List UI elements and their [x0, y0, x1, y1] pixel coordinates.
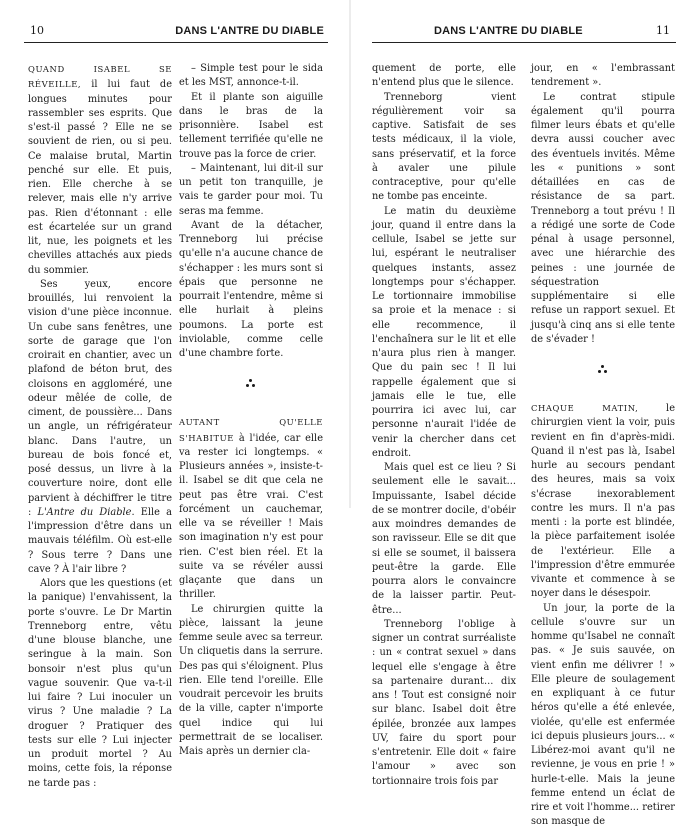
paragraph: CHAQUE MATIN, le chirurgien vient la voir, puis revient en fin d'après-midi. Quand il n'est pas là, Isabel hurle au secours pendant des heures, mais sa voix s'écrase inexorablement contre les murs. Il n'a pas menti : la porte est blindée, la pièce parfaitement isolée de l'extérieur. Elle a l'impression d'être emmurée vivante et commence à se noyer dans le désespoir. [531, 403, 675, 600]
left-column-2 [179, 62, 323, 759]
book-title-italic: L'Antre du Diable [37, 506, 132, 518]
left-page [0, 0, 350, 789]
paragraph: Trenneborg l'oblige à signer un contrat surréaliste : un « contrat sexuel » dans lequel elle s'engage à être sa partenaire durant... dix ans ! Tout est consigné noir sur blanc. Isabel doit être épilée, bronzée aux lampes UV, faire du sport pour s'entretenir. Elle doit « faire l'amour » avec son tortionnaire trois fois par [372, 618, 516, 787]
section-ornament-icon [531, 351, 675, 391]
paragraph: Ses yeux, encore brouillés, lui renvoient la vision d'une pièce inconnue. Un cube sans fenêtres, une sorte de garage que l'on croirait en chantier, avec un plafond de béton brut, des cloisons en aggloméré, une odeur mêlée de colle, de ciment, de poussière... Dans un angle, un réfrigérateur blanc. Dans l'autre, un bureau de bois foncé et, posé dessus, un livre à la couverture noire, dont elle parvient à déchiffrer le titre : L'Antre du Diable. Elle a l'impression d'être dans un mauvais téléfilm. Où est-elle ? Sous terre ? Dans une cave ? À l'air libre ? [28, 278, 172, 575]
paragraph: Avant de la détacher, Trenneborg lui précise qu'elle n'a aucune chance de s'échapper : les murs sont si épais que personne ne pourrait l'entendre, même si elle hurlait à pleins poumons. La porte est inviolable, comme celle d'une chambre forte. [179, 219, 323, 359]
paragraph: QUAND ISABEL SE RÉVEILLE, il lui faut de longues minutes pour rassembler ses esprits. Que s'est-il passé ? Elle ne se souvient de rien, ou si peu. Ce malaise brutal, Martin penché sur elle. Et puis, rien. Elle cherche à se relever, mais elle n'y arrive pas. Rien d'étonnant : elle est écartelée sur un grand lit, nue, les poignets et les chevilles attachés aux pieds du sommier. [28, 64, 172, 276]
section-opening: AUTANT QU'ELLE S'HABITUE [179, 417, 323, 443]
paragraph: quement de porte, elle n'entend plus que le silence. [372, 63, 516, 89]
right-page [350, 0, 700, 828]
paragraph: – Simple test pour le sida et les MST, annonce-t-il. [179, 63, 323, 89]
left-page-header [24, 24, 328, 43]
section-ornament-icon [179, 365, 323, 405]
paragraph: Un jour, la porte de la cellule s'ouvre sur un homme qu'Isabel ne connaît pas. « Je suis sauvée, on vient enfin me délivrer ! » Elle pleure de soulagement en expliquant à ce futur héros qu'elle a été enlevée, violée, qu'elle est enfermée ici depuis plusieurs jours... « Libérez-moi avant qu'il ne revienne, je vous en prie ! » hurle-t-elle. Mais la jeune femme entend un éclat de rire et voit l'homme... retirer son masque de [531, 602, 675, 828]
left-column-1 [28, 62, 172, 791]
section-opening: QUAND ISABEL SE RÉVEILLE, [28, 64, 172, 90]
paragraph: – Maintenant, lui dit-il sur un petit ton tranquille, je vais te garder pour moi. Tu seras ma femme. [179, 162, 323, 217]
right-page-number: 11 [656, 24, 670, 37]
right-column-2 [531, 62, 675, 830]
left-page-number: 10 [30, 24, 44, 37]
paragraph: AUTANT QU'ELLE S'HABITUE à l'idée, car elle va rester ici longtemps. « Plusieurs années », insiste-t-il. Isabel se dit que cela ne peut pas être vrai. C'est forcément un cauchemar, elle va se réveiller ! Mais son imagination n'y est pour rien. C'est bien réel. Et la suite va se révéler aussi glaçante que dans un thriller. [179, 417, 323, 601]
paragraph: Le contrat stipule également qu'il pourra filmer leurs ébats et qu'elle devra aussi coucher avec des éventuels invités. Même les « punitions » sont détaillées en cas de résistance de sa part. Trenneborg a tout prévu ! Il a rédigé une sorte de Code pénal à usage personnel, avec une hiérarchie des peines : une journée de séquestration supplémentaire si elle refuse un rapport sexuel. Et jusqu'à cinq ans si elle tente de s'évader ! [531, 91, 675, 345]
paragraph: Trenneborg vient régulièrement voir sa captive. Satisfait de ses tests médicaux, il la viole, sans préservatif, et la force à avaler une pilule contraceptive, pour qu'elle ne tombe pas enceinte. [372, 91, 516, 203]
paragraph: Le chirurgien quitte la pièce, laissant la jeune femme seule avec sa terreur. Un cliquetis dans la serrure. Des pas qui s'éloignent. Plus rien. Elle tend l'oreille. Elle voudrait percevoir les bruits de la ville, capter n'importe quel indice qui lui permettrait de se localiser. Mais après un dernier cla- [179, 603, 323, 757]
section-opening: CHAQUE MATIN, [531, 403, 639, 413]
paragraph: Le matin du deuxième jour, quand il entre dans la cellule, Isabel se jette sur lui, espérant le neutraliser quelques instants, assez longtemps pour s'échapper. Le tortionnaire immobilise sa proie et la menace : si elle recommence, il l'enchaînera sur le lit et elle n'aura plus rien à manger. Que du pain sec ! Il lui rappelle également que si jamais elle le tue, elle pourrira ici avec lui, car personne n'aurait l'idée de venir la chercher dans cet endroit. [372, 205, 516, 459]
right-column-1 [372, 62, 516, 789]
right-page-header [372, 24, 676, 43]
paragraph: Alors que les questions (et la panique) l'envahissent, la porte s'ouvre. Le Dr Martin Trenneborg entre, vêtu d'une blouse blanche, une seringue à la main. Son bonsoir n'est plus qu'un vague souvenir. Que va-t-il lui faire ? Lui inoculer un virus ? Une maladie ? La droguer ? Pratiquer des tests sur elle ? Lui injecter un produit mortel ? Au moins, cette fois, la réponse ne tarde pas : [28, 578, 172, 789]
left-running-title: DANS L'ANTRE DU DIABLE [175, 25, 324, 37]
paragraph: Et il plante son aiguille dans le bras de la prisonnière. Isabel est tellement terrifiée qu'elle ne trouve pas la force de crier. [179, 91, 323, 160]
paragraph: Mais quel est ce lieu ? Si seulement elle le savait... Impuissante, Isabel décide de se montrer docile, d'obéir aux moindres demandes de son ravisseur. Elle se dit que si elle se soumet, il baissera peut-être la garde. Elle pourra alors le convaincre de la laisser partir. Peut-être... [372, 462, 516, 616]
paragraph: jour, en « l'embrassant tendrement ». [531, 63, 675, 89]
right-running-title: DANS L'ANTRE DU DIABLE [434, 25, 583, 37]
